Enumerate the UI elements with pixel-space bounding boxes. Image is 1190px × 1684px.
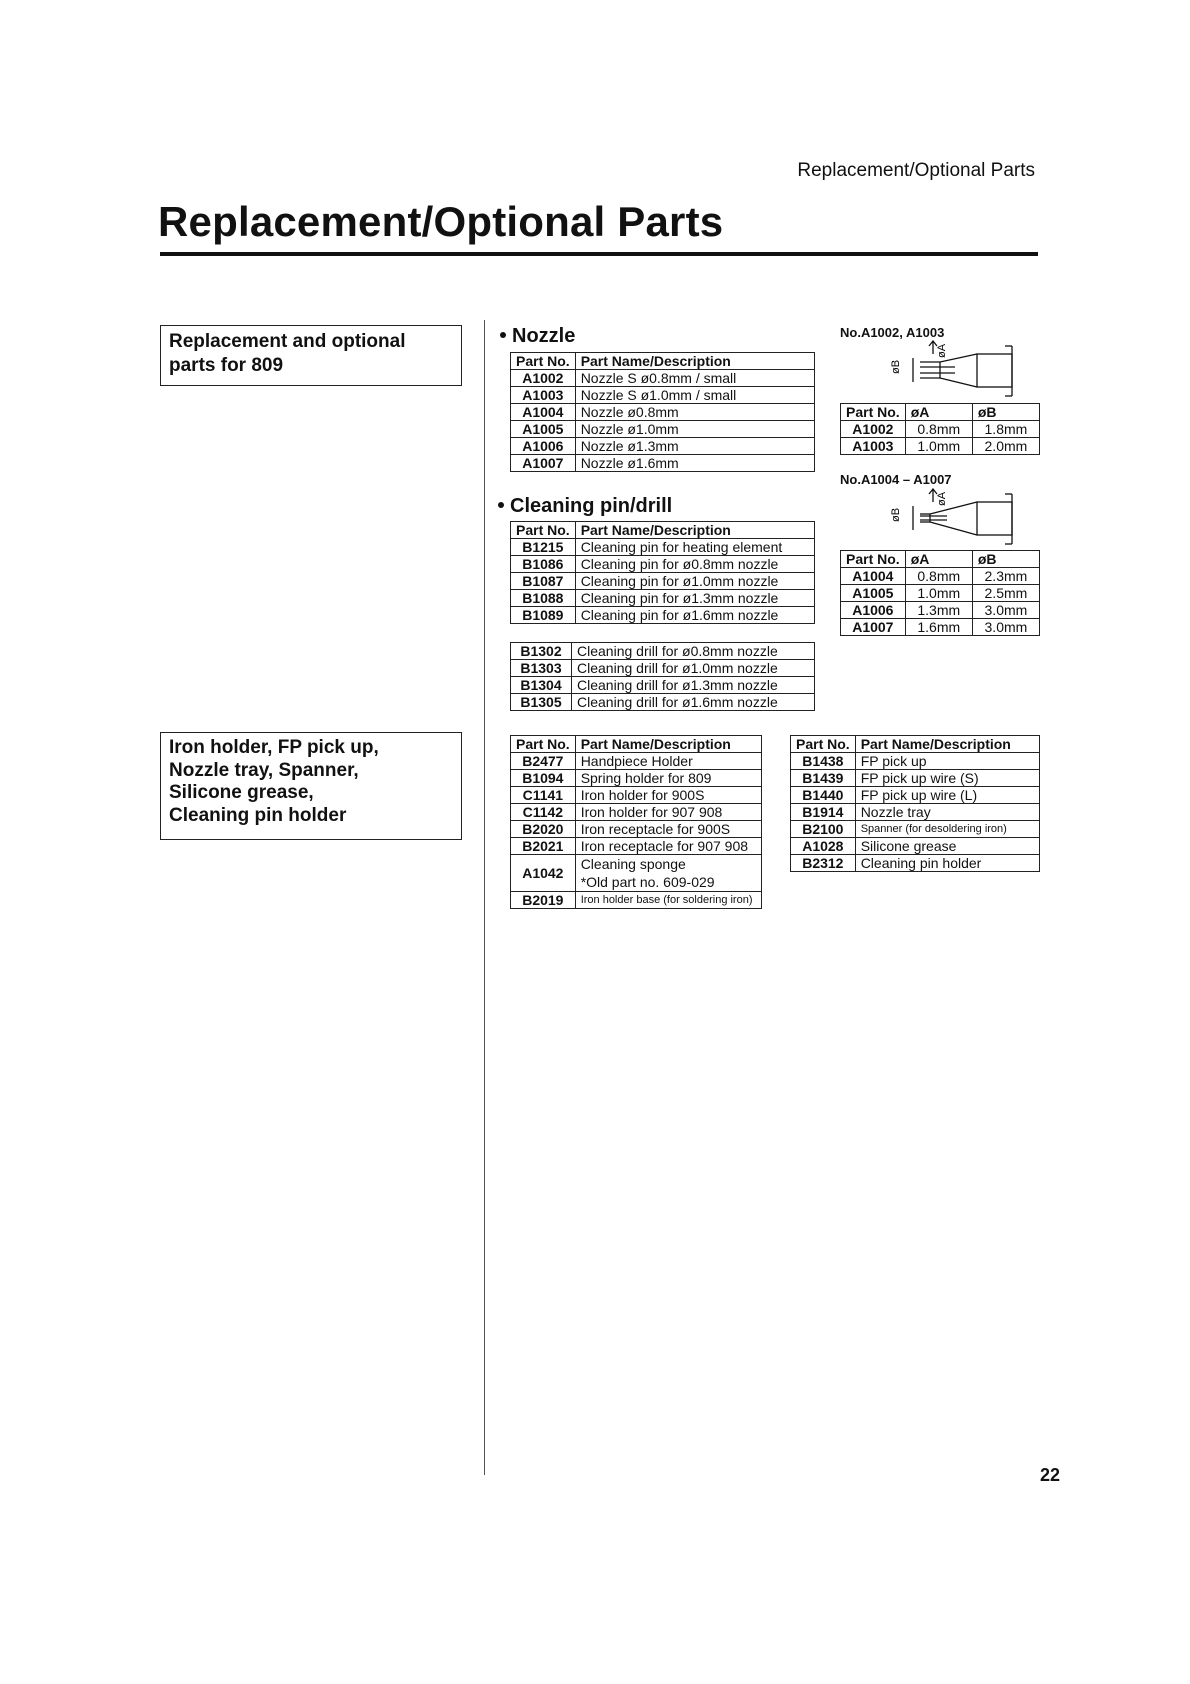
part-number-cell: A1028	[791, 838, 856, 855]
description-cell: Nozzle tray	[855, 804, 1039, 821]
sidebar-line: Silicone grease,	[169, 782, 314, 803]
description-cell: Nozzle S ø0.8mm / small	[575, 370, 814, 387]
column-divider	[484, 320, 485, 1475]
part-number-cell: A1007	[841, 619, 906, 636]
table-row	[511, 370, 815, 387]
dim-b-label: øB	[890, 507, 902, 522]
part-number-cell: B2020	[511, 821, 576, 838]
table-header-row	[841, 551, 1040, 568]
description-cell: Cleaning drill for ø1.3mm nozzle	[572, 677, 815, 694]
sidebar-box-809-parts	[160, 325, 462, 386]
table-row	[791, 770, 1040, 787]
table-row	[511, 421, 815, 438]
part-number-cell: A1004	[511, 404, 576, 421]
dimension-cell: 3.0mm	[972, 602, 1039, 619]
table-row	[791, 804, 1040, 821]
part-number-cell: B1302	[511, 643, 572, 660]
nozzle-dimension-table	[840, 550, 1040, 636]
part-number-cell: A1005	[841, 585, 906, 602]
col-name: Part Name/Description	[575, 353, 814, 370]
nozzle-diagram	[885, 488, 1040, 548]
description-cell: Iron holder for 907 908	[575, 804, 761, 821]
table-row	[511, 677, 815, 694]
sidebar-line: Iron holder, FP pick up,	[169, 737, 379, 758]
description-note: *Old part no. 609-029	[580, 874, 715, 890]
table-header-row	[841, 404, 1040, 421]
table-row	[511, 404, 815, 421]
description-text: Cleaning sponge	[580, 856, 686, 872]
table-row	[511, 387, 815, 404]
col-name: Part Name/Description	[575, 522, 814, 539]
title-rule	[160, 252, 1038, 256]
part-number-cell: B1087	[511, 573, 576, 590]
sidebar-line: Nozzle tray, Spanner,	[169, 759, 359, 781]
description-cell: Spring holder for 809	[575, 770, 761, 787]
table-row	[791, 753, 1040, 770]
description-cell: Handpiece Holder	[575, 753, 761, 770]
table-row	[511, 892, 762, 909]
part-number-cell: A1007	[511, 455, 576, 472]
table-row	[511, 573, 815, 590]
part-number-cell: C1142	[511, 804, 576, 821]
part-number-cell: B2477	[511, 753, 576, 770]
table-row	[511, 643, 815, 660]
sidebar-line: Cleaning pin holder	[169, 804, 347, 826]
dimension-cell: 1.8mm	[972, 421, 1039, 438]
dimension-cell: 1.6mm	[905, 619, 972, 636]
part-number-cell: C1141	[511, 787, 576, 804]
nozzle-heading-text: Nozzle	[512, 325, 576, 347]
description-cell: FP pick up wire (L)	[855, 787, 1039, 804]
sidebar-box-accessories	[160, 732, 462, 840]
description-cell: Cleaning drill for ø0.8mm nozzle	[572, 643, 815, 660]
description-cell: Cleaning pin for ø1.3mm nozzle	[575, 590, 814, 607]
cleaning-heading-text: Cleaning pin/drill	[510, 495, 673, 517]
table-row	[511, 590, 815, 607]
description-cell: FP pick up	[855, 753, 1039, 770]
part-number-cell: B1089	[511, 607, 576, 624]
part-number-cell: B1305	[511, 694, 572, 711]
description-cell: Nozzle ø0.8mm	[575, 404, 814, 421]
col-dia-a: øA	[905, 551, 972, 568]
cleaning-heading	[498, 495, 672, 518]
table-row	[791, 855, 1040, 872]
table-row	[511, 556, 815, 573]
nozzle-s-dimension-table	[840, 403, 1040, 455]
description-cell: Cleaning pin for ø1.0mm nozzle	[575, 573, 814, 590]
part-number-cell: B1086	[511, 556, 576, 573]
dimension-cell: 0.8mm	[905, 568, 972, 585]
table-row	[791, 821, 1040, 838]
part-number-cell: A1004	[841, 568, 906, 585]
part-number-cell: A1042	[511, 855, 576, 892]
description-cell: Nozzle S ø1.0mm / small	[575, 387, 814, 404]
part-number-cell: A1002	[841, 421, 906, 438]
description-cell: Nozzle ø1.6mm	[575, 455, 814, 472]
part-number-cell: B2312	[791, 855, 856, 872]
description-cell: Silicone grease	[855, 838, 1039, 855]
description-cell: Spanner (for desoldering iron)	[855, 821, 1039, 838]
nozzle-s-diagram	[885, 340, 1040, 400]
col-part-no: Part No.	[841, 551, 906, 568]
table-row	[791, 838, 1040, 855]
table-row	[511, 821, 762, 838]
dim-a-label: øA	[936, 343, 948, 358]
part-number-cell: A1006	[841, 602, 906, 619]
table-row	[511, 787, 762, 804]
part-number-cell: B1088	[511, 590, 576, 607]
sidebar-line: parts for 809	[169, 355, 284, 376]
description-cell: Nozzle ø1.0mm	[575, 421, 814, 438]
col-name: Part Name/Description	[855, 736, 1039, 753]
nozzle-table	[510, 352, 815, 472]
part-number-cell: B2100	[791, 821, 856, 838]
col-part-no: Part No.	[511, 353, 576, 370]
cleaning-drill-table	[510, 642, 815, 711]
col-part-no: Part No.	[511, 522, 576, 539]
dimension-cell: 1.0mm	[905, 585, 972, 602]
table-row	[511, 455, 815, 472]
table-row	[841, 421, 1040, 438]
part-number-cell: A1003	[841, 438, 906, 455]
part-number-cell: A1006	[511, 438, 576, 455]
table-row	[841, 438, 1040, 455]
description-cell	[575, 855, 761, 892]
description-cell: Cleaning pin for ø1.6mm nozzle	[575, 607, 814, 624]
description-cell: Cleaning pin for ø0.8mm nozzle	[575, 556, 814, 573]
part-number-cell: B1438	[791, 753, 856, 770]
table-row	[511, 804, 762, 821]
table-row	[511, 607, 815, 624]
table-row	[511, 539, 815, 556]
dimension-cell: 3.0mm	[972, 619, 1039, 636]
table-row	[511, 660, 815, 677]
table-row	[511, 694, 815, 711]
description-cell: Iron receptacle for 907 908	[575, 838, 761, 855]
part-number-cell: A1002	[511, 370, 576, 387]
table-row	[511, 753, 762, 770]
description-cell: Nozzle ø1.3mm	[575, 438, 814, 455]
page-number: 22	[1039, 1465, 1060, 1485]
description-cell: Iron holder for 900S	[575, 787, 761, 804]
col-part-no: Part No.	[841, 404, 906, 421]
part-number-cell: B1304	[511, 677, 572, 694]
col-dia-b: øB	[972, 404, 1039, 421]
part-number-cell: B1215	[511, 539, 576, 556]
page-title: Replacement/Optional Parts	[158, 198, 724, 245]
holder-table	[510, 735, 762, 909]
dim-b-label: øB	[890, 359, 902, 374]
table-row	[511, 438, 815, 455]
description-cell: Cleaning drill for ø1.0mm nozzle	[572, 660, 815, 677]
col-dia-a: øA	[905, 404, 972, 421]
table-row	[841, 568, 1040, 585]
table-row	[791, 787, 1040, 804]
part-number-cell: B1440	[791, 787, 856, 804]
dimension-cell: 1.0mm	[905, 438, 972, 455]
table-header-row	[511, 736, 762, 753]
description-cell: Cleaning pin holder	[855, 855, 1039, 872]
part-number-cell: A1003	[511, 387, 576, 404]
dimension-cell: 2.0mm	[972, 438, 1039, 455]
part-number-cell: B1914	[791, 804, 856, 821]
description-cell: Cleaning drill for ø1.6mm nozzle	[572, 694, 815, 711]
table-row	[841, 585, 1040, 602]
diagram1-label: No.A1002, A1003	[840, 325, 945, 340]
dimension-cell: 0.8mm	[905, 421, 972, 438]
running-head: Replacement/Optional Parts	[797, 160, 1035, 181]
description-cell: Iron receptacle for 900S	[575, 821, 761, 838]
col-part-no: Part No.	[511, 736, 576, 753]
description-cell: Cleaning pin for heating element	[575, 539, 814, 556]
part-number-cell: B2021	[511, 838, 576, 855]
col-part-no: Part No.	[791, 736, 856, 753]
diagram2-label: No.A1004 – A1007	[840, 472, 952, 487]
part-number-cell: B1439	[791, 770, 856, 787]
table-row	[511, 855, 762, 892]
part-number-cell: B1303	[511, 660, 572, 677]
nozzle-heading	[500, 325, 575, 348]
description-cell: FP pick up wire (S)	[855, 770, 1039, 787]
bullet-icon	[498, 502, 504, 508]
accessory-table	[790, 735, 1040, 872]
dimension-cell: 2.5mm	[972, 585, 1039, 602]
dimension-cell: 1.3mm	[905, 602, 972, 619]
table-row	[511, 770, 762, 787]
part-number-cell: B2019	[511, 892, 576, 909]
table-header-row	[511, 522, 815, 539]
col-name: Part Name/Description	[575, 736, 761, 753]
sidebar-line: Replacement and optional	[169, 331, 406, 352]
part-number-cell: A1005	[511, 421, 576, 438]
part-number-cell: B1094	[511, 770, 576, 787]
bullet-icon	[500, 332, 506, 338]
table-row	[841, 619, 1040, 636]
table-row	[511, 838, 762, 855]
cleaning-pin-table	[510, 521, 815, 624]
col-dia-b: øB	[972, 551, 1039, 568]
dimension-cell: 2.3mm	[972, 568, 1039, 585]
table-header-row	[511, 353, 815, 370]
table-header-row	[791, 736, 1040, 753]
description-cell: Iron holder base (for soldering iron)	[575, 892, 761, 909]
table-row	[841, 602, 1040, 619]
dim-a-label: øA	[936, 491, 948, 506]
